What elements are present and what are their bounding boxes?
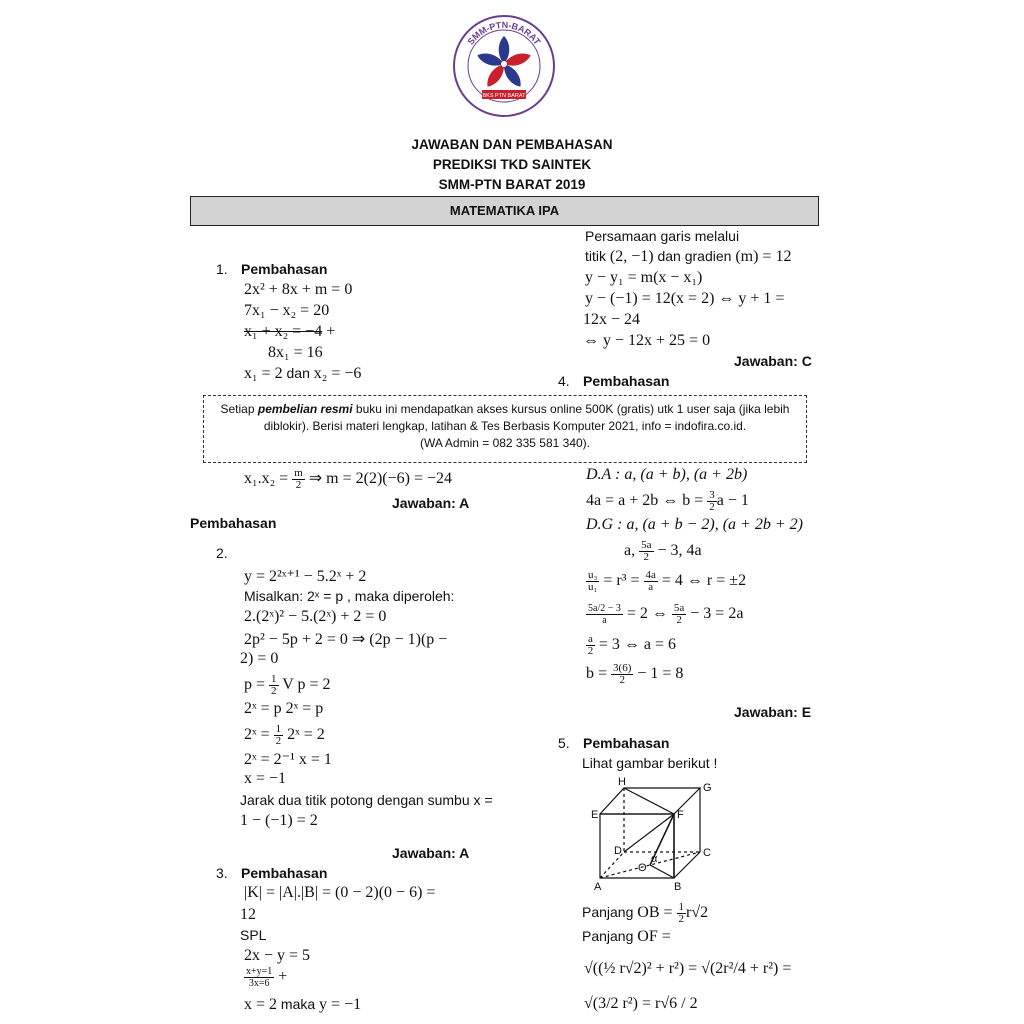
cube-line-ob bbox=[650, 865, 674, 878]
q2-line-2: Misalkan: 2ˣ = p , maka diperoleh: bbox=[244, 588, 455, 604]
q1-line-5: x₁ = 2 dan x₂ = −6 bbox=[244, 365, 362, 382]
q2-number: 2. bbox=[216, 545, 228, 561]
q2-line-3: 2.(2ˣ)² − 5.(2ˣ) + 2 = 0 bbox=[244, 608, 387, 625]
cube-line-df bbox=[624, 814, 674, 852]
q1-line-1: 2x² + 8x + m = 0 bbox=[244, 281, 353, 298]
q4-line-7: $\frac{a}{2}$ = 3 ⇔ a = 6 bbox=[587, 633, 677, 657]
label-a: A bbox=[594, 881, 602, 893]
q2-line-6: p = $\frac{1}{2}$ V p = 2 bbox=[244, 673, 331, 697]
q2-line-7: 2ˣ = p 2ˣ = p bbox=[244, 700, 324, 717]
logo bbox=[452, 14, 556, 118]
q5-line-5: √(3/2 r²) = r√6 / 2 bbox=[584, 995, 698, 1012]
cube-diagram bbox=[588, 772, 718, 894]
promo-notice bbox=[203, 395, 807, 463]
q3-line-5: $\frac{x+y=1}{3x=6}$ + bbox=[246, 966, 288, 989]
label-c: C bbox=[703, 847, 711, 859]
label-e: E bbox=[591, 809, 599, 821]
promo-line-1: Setiap pembelian resmi buku ini mendapatkan akses kursus online 500K (gratis) utk 1 user saja (jika lebih bbox=[220, 402, 790, 416]
q1-title: Pembahasan bbox=[241, 261, 328, 277]
q3-title: Pembahasan bbox=[241, 865, 328, 881]
q3-line-1: |K| = |A|.|B| = (0 − 2)(0 − 6) = bbox=[244, 884, 436, 901]
logo-ring-text: SMM-PTN-BARAT bbox=[465, 19, 543, 47]
subject-bar: MATEMATIKA IPA bbox=[190, 196, 819, 226]
pembahasan-heading: Pembahasan bbox=[190, 515, 277, 531]
q1-answer: Jawaban: A bbox=[392, 495, 470, 511]
q2-line-4: 2p² − 5p + 2 = 0 ⇒ (2p − 1)(p − bbox=[244, 631, 448, 648]
q4-line-3: D.G : a, (a + b − 2), (a + 2b + 2) bbox=[586, 516, 803, 533]
q3-cont-line-1: Persamaan garis melalui bbox=[585, 228, 740, 244]
q2-line-1: y = 2²ˣ⁺¹ − 5.2ˣ + 2 bbox=[244, 568, 367, 585]
q2-line-11: Jarak dua titik potong dengan sumbu x = bbox=[240, 792, 493, 808]
logo-emblem bbox=[452, 14, 556, 118]
q4-answer: Jawaban: E bbox=[734, 704, 812, 720]
title-line-3: SMM-PTN BARAT 2019 bbox=[438, 177, 586, 192]
q2-line-5: 2) = 0 bbox=[240, 650, 279, 667]
label-f: F bbox=[677, 809, 684, 821]
q5-line-4: √((½ r√2)² + r²) = √(2r²/4 + r²) = bbox=[584, 960, 792, 977]
q5-number: 5. bbox=[558, 735, 570, 751]
q4-line-2: 4a = a + 2b ⇔ b = $\frac{3}{2}$ a − 1 bbox=[586, 489, 749, 513]
q2-line-12: 1 − (−1) = 2 bbox=[240, 812, 318, 829]
q5-line-3: Panjang OF = bbox=[582, 928, 671, 945]
q4-line-1: D.A : a, (a + b), (a + 2b) bbox=[586, 466, 748, 483]
q4-line-5: $\frac{\text{u₃}}{\text{u₁}}$ = r³ = $\frac{4a}{a}$ = 4 ⇔ r = ±2 bbox=[588, 569, 747, 593]
label-h: H bbox=[618, 776, 626, 788]
q5-title: Pembahasan bbox=[583, 735, 670, 751]
logo-ribbon-text: BKS PTN BARAT bbox=[482, 93, 526, 99]
promo-line-3: (WA Admin = 082 335 581 340). bbox=[420, 436, 590, 450]
q2-line-10: x = −1 bbox=[244, 770, 287, 787]
title-line-1: JAWABAN DAN PEMBAHASAN bbox=[411, 137, 613, 152]
q1-line-3: x₁ + x₂ = −4 + bbox=[244, 323, 336, 340]
q4-line-6: $\frac{5a/2 - 3}{a}$ = 2 ⇔ $\frac{5a}{2}$ − 3 = 2a bbox=[588, 602, 744, 626]
label-d: D bbox=[614, 845, 622, 857]
q3-cont-line-3: y − y₁ = m(x − x₁) bbox=[585, 269, 703, 286]
q1-number: 1. bbox=[216, 261, 228, 277]
cube-line-hf bbox=[624, 788, 674, 814]
q2-answer: Jawaban: A bbox=[392, 845, 470, 861]
q3-line-2: 12 bbox=[240, 906, 256, 923]
q1-line-6: x₁.x₂ = $\frac{m}{2}$ ⇒ m = 2(2)(−6) = −24 bbox=[244, 467, 453, 491]
title-line-2: PREDIKSI TKD SAINTEK bbox=[432, 157, 592, 172]
q2-line-8: 2ˣ = $\frac{1}{2}$ 2ˣ = 2 bbox=[244, 723, 325, 747]
q3-cont-line-6: ⇔ y − 12x + 25 = 0 bbox=[583, 332, 711, 349]
q1-line-4: 8x₁ = 16 bbox=[268, 344, 323, 361]
cube-edge-bc bbox=[674, 852, 700, 878]
q3-cont-line-2: titik (2, −1) dan gradien (m) = 12 bbox=[585, 248, 792, 265]
q3-cont-line-5: 12x − 24 bbox=[583, 311, 641, 328]
q5-line-1: Lihat gambar berikut ! bbox=[582, 755, 718, 771]
label-b: B bbox=[674, 881, 682, 893]
q5-line-2: Panjang OB = $\frac{1}{2}$ r√2 bbox=[582, 901, 709, 925]
q1-line-2: 7x₁ − x₂ = 20 bbox=[244, 302, 330, 319]
q4-title: Pembahasan bbox=[583, 373, 670, 389]
q3-number: 3. bbox=[216, 865, 228, 881]
q3-answer: Jawaban: C bbox=[734, 353, 812, 369]
q4-number: 4. bbox=[558, 373, 570, 389]
q4-line-8: b = $\frac{3(6)}{2}$ − 1 = 8 bbox=[586, 662, 684, 686]
q3-line-3: SPL bbox=[240, 927, 267, 943]
q3-cont-line-4: y − (−1) = 12(x = 2) ⇔ y + 1 = bbox=[585, 290, 785, 307]
promo-line-2: diblokir). Berisi materi lengkap, latihan & Tes Berbasis Komputer 2021, info = indofira.co.id. bbox=[263, 419, 747, 433]
q3-line-6: x = 2 maka y = −1 bbox=[244, 996, 362, 1013]
q2-line-9: 2ˣ = 2⁻¹ x = 1 bbox=[244, 751, 332, 768]
q3-line-4: 2x − y = 5 bbox=[244, 947, 311, 964]
q4-line-4: a, $\frac{5a}{2}$ − 3, 4a bbox=[624, 539, 702, 563]
label-o: O bbox=[638, 862, 647, 874]
label-alpha: α bbox=[651, 853, 658, 865]
label-g: G bbox=[703, 782, 712, 794]
